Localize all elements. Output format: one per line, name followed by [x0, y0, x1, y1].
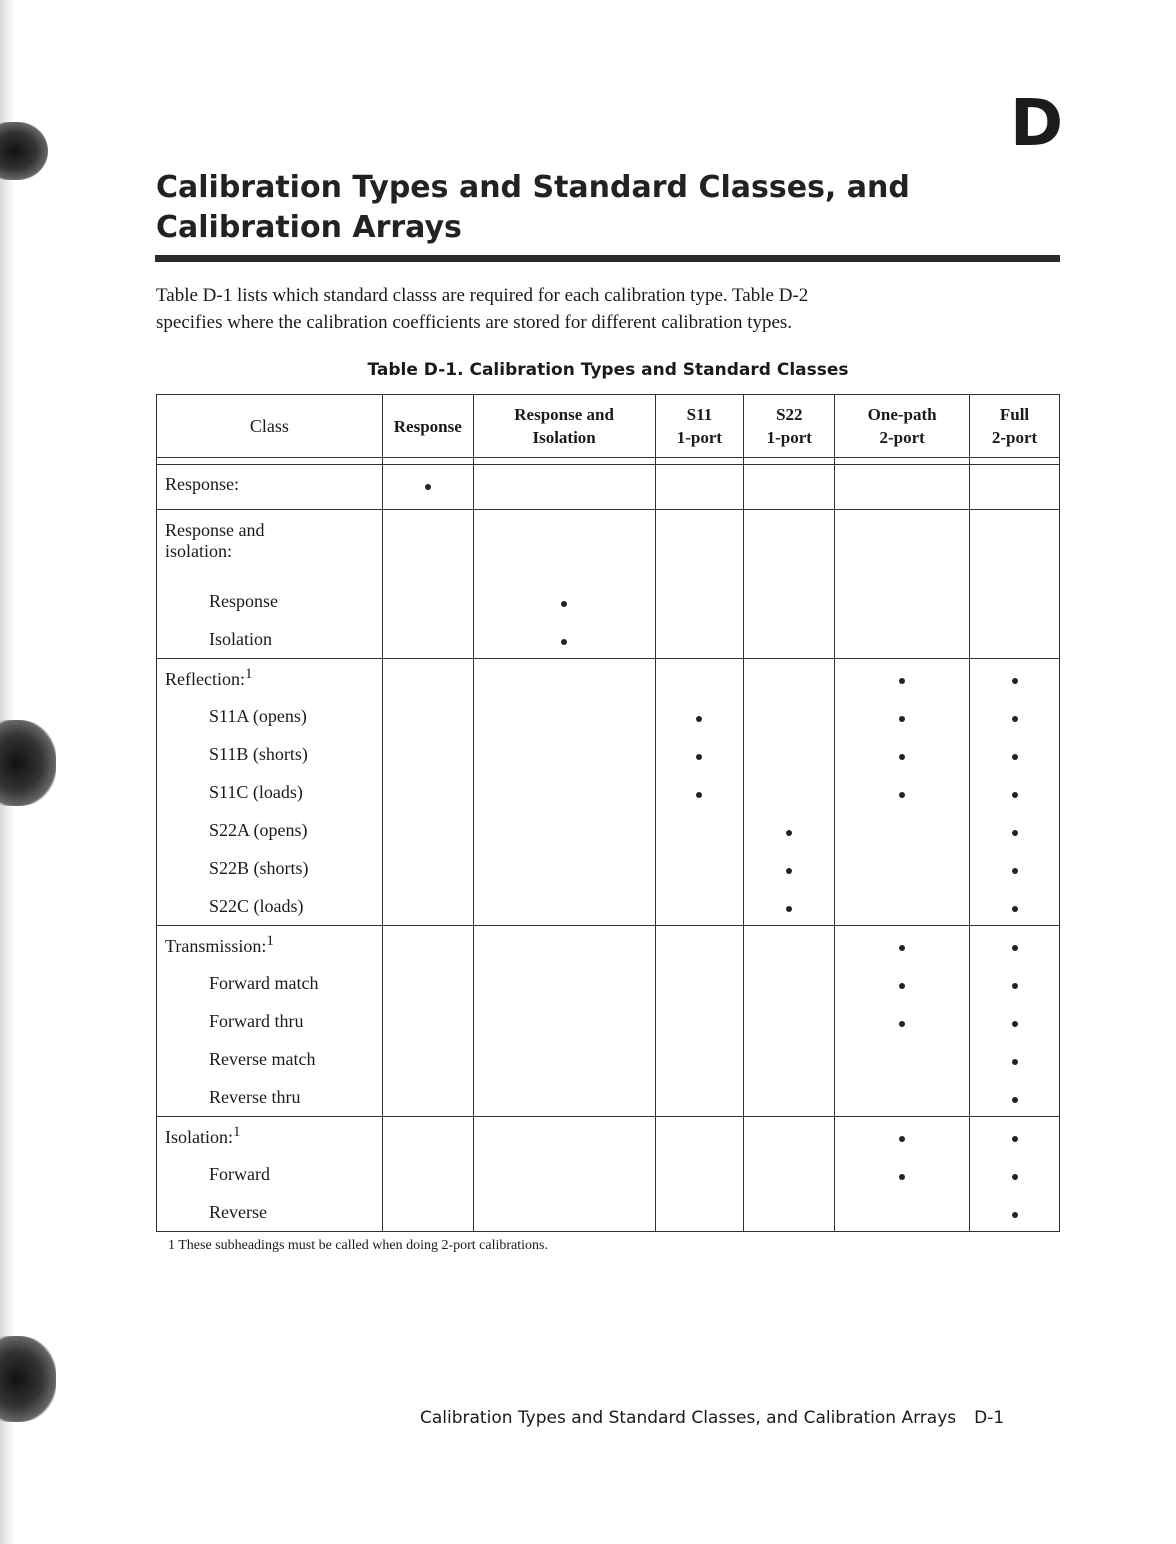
- row-label-s22b: S22B (shorts): [157, 849, 383, 887]
- table-row: [157, 849, 1060, 887]
- calibration-table: [156, 394, 1060, 1232]
- required-dot: [1012, 1097, 1018, 1103]
- table-row: [157, 1117, 1060, 1156]
- row-label-reflection: Reflection:$^1$: [157, 659, 383, 698]
- row-label-response-and-isolation: Response and isolation:: [157, 510, 383, 583]
- table-row: [157, 620, 1060, 659]
- required-dot: [899, 754, 905, 760]
- required-dot: [1012, 1174, 1018, 1180]
- header-full-2port: Full 2-port: [970, 395, 1060, 458]
- row-label-s22a: S22A (opens): [157, 811, 383, 849]
- row-label-isolation-reverse: Reverse: [157, 1193, 383, 1232]
- table-footnote: 1 These subheadings must be called when doing 2-port calibrations.: [168, 1238, 548, 1253]
- required-dot: [899, 716, 905, 722]
- row-label-ri-response: Response: [157, 582, 383, 620]
- row-label-forward-thru: Forward thru: [157, 1002, 383, 1040]
- required-dot: [1012, 1059, 1018, 1065]
- required-dot: [1012, 983, 1018, 989]
- required-dot: [1012, 754, 1018, 760]
- table-row: [157, 887, 1060, 926]
- table-row: [157, 811, 1060, 849]
- table-row: [157, 582, 1060, 620]
- table-row: [157, 926, 1060, 965]
- row-label-transmission: Transmission:$^1$: [157, 926, 383, 965]
- intro-line-1: Table D-1 lists which standard classs are required for each calibration type. Table D-2: [156, 285, 809, 306]
- row-label-ri-isolation: Isolation: [157, 620, 383, 659]
- header-class: Class: [157, 395, 383, 458]
- table-row: [157, 964, 1060, 1002]
- header-s22-1port: S22 1-port: [744, 395, 835, 458]
- required-dot: [696, 716, 702, 722]
- table-row: [157, 1155, 1060, 1193]
- binder-hole-top: [0, 122, 48, 180]
- chapter-letter: D: [1010, 87, 1064, 161]
- binder-hole-bottom: [0, 1336, 56, 1422]
- required-dot: [899, 945, 905, 951]
- binder-hole-middle: [0, 720, 56, 806]
- header-one-path-2port: One-path 2-port: [835, 395, 970, 458]
- row-label-s11a: S11A (opens): [157, 697, 383, 735]
- required-dot: [786, 906, 792, 912]
- title-line-2: Calibration Arrays: [156, 210, 462, 245]
- required-dot: [696, 754, 702, 760]
- required-dot: [1012, 945, 1018, 951]
- required-dot: [1012, 1136, 1018, 1142]
- footnote-ref: 1: [244, 666, 253, 682]
- required-dot: [1012, 1212, 1018, 1218]
- row-label-reverse-match: Reverse match: [157, 1040, 383, 1078]
- required-dot: [1012, 678, 1018, 684]
- required-dot: [786, 830, 792, 836]
- required-dot: [899, 678, 905, 684]
- required-dot: [561, 601, 567, 607]
- table-row: [157, 1193, 1060, 1232]
- required-dot: [786, 868, 792, 874]
- footnote-ref: 1: [233, 1124, 241, 1140]
- table-row: [157, 1040, 1060, 1078]
- row-label-forward-match: Forward match: [157, 964, 383, 1002]
- row-label-s22c: S22C (loads): [157, 887, 383, 926]
- table-row: [157, 735, 1060, 773]
- intro-line-2: specifies where the calibration coefficients are stored for different calibration types.: [156, 312, 793, 333]
- required-dot: [899, 1021, 905, 1027]
- required-dot: [1012, 906, 1018, 912]
- row-label-response: Response:: [157, 465, 383, 504]
- row-label-isolation: Isolation:$^1$: [157, 1117, 383, 1156]
- required-dot: [425, 484, 431, 490]
- required-dot: [696, 792, 702, 798]
- table-row: [157, 1002, 1060, 1040]
- title-rule: [155, 255, 1060, 262]
- footer-title: Calibration Types and Standard Classes, and Calibration Arrays: [420, 1408, 957, 1428]
- row-label-reverse-thru: Reverse thru: [157, 1078, 383, 1117]
- table-row: [157, 773, 1060, 811]
- row-label-s11b: S11B (shorts): [157, 735, 383, 773]
- required-dot: [899, 1174, 905, 1180]
- required-dot: [899, 1136, 905, 1142]
- table-header-row: [157, 395, 1060, 458]
- required-dot: [1012, 830, 1018, 836]
- required-dot: [1012, 716, 1018, 722]
- required-dot: [1012, 1021, 1018, 1027]
- page-footer: [420, 1408, 1004, 1428]
- footnote-ref: 1: [266, 933, 274, 949]
- table-row: [157, 659, 1060, 698]
- intro-paragraph: [156, 282, 1036, 336]
- table-row: [157, 510, 1060, 583]
- row-label-s11c: S11C (loads): [157, 773, 383, 811]
- required-dot: [561, 639, 567, 645]
- table-row: [157, 1078, 1060, 1117]
- required-dot: [899, 792, 905, 798]
- page-number: D-1: [974, 1408, 1005, 1428]
- required-dot: [1012, 868, 1018, 874]
- row-label-isolation-forward: Forward: [157, 1155, 383, 1193]
- header-response: Response: [382, 395, 473, 458]
- page-title: [156, 168, 910, 248]
- required-dot: [899, 983, 905, 989]
- table-row: [157, 697, 1060, 735]
- title-line-1: Calibration Types and Standard Classes, and: [156, 170, 910, 205]
- table-caption: Table D-1. Calibration Types and Standard Classes: [367, 360, 849, 380]
- table-row: [157, 465, 1060, 504]
- header-response-isolation: Response and Isolation: [473, 395, 655, 458]
- required-dot: [1012, 792, 1018, 798]
- header-s11-1port: S11 1-port: [655, 395, 744, 458]
